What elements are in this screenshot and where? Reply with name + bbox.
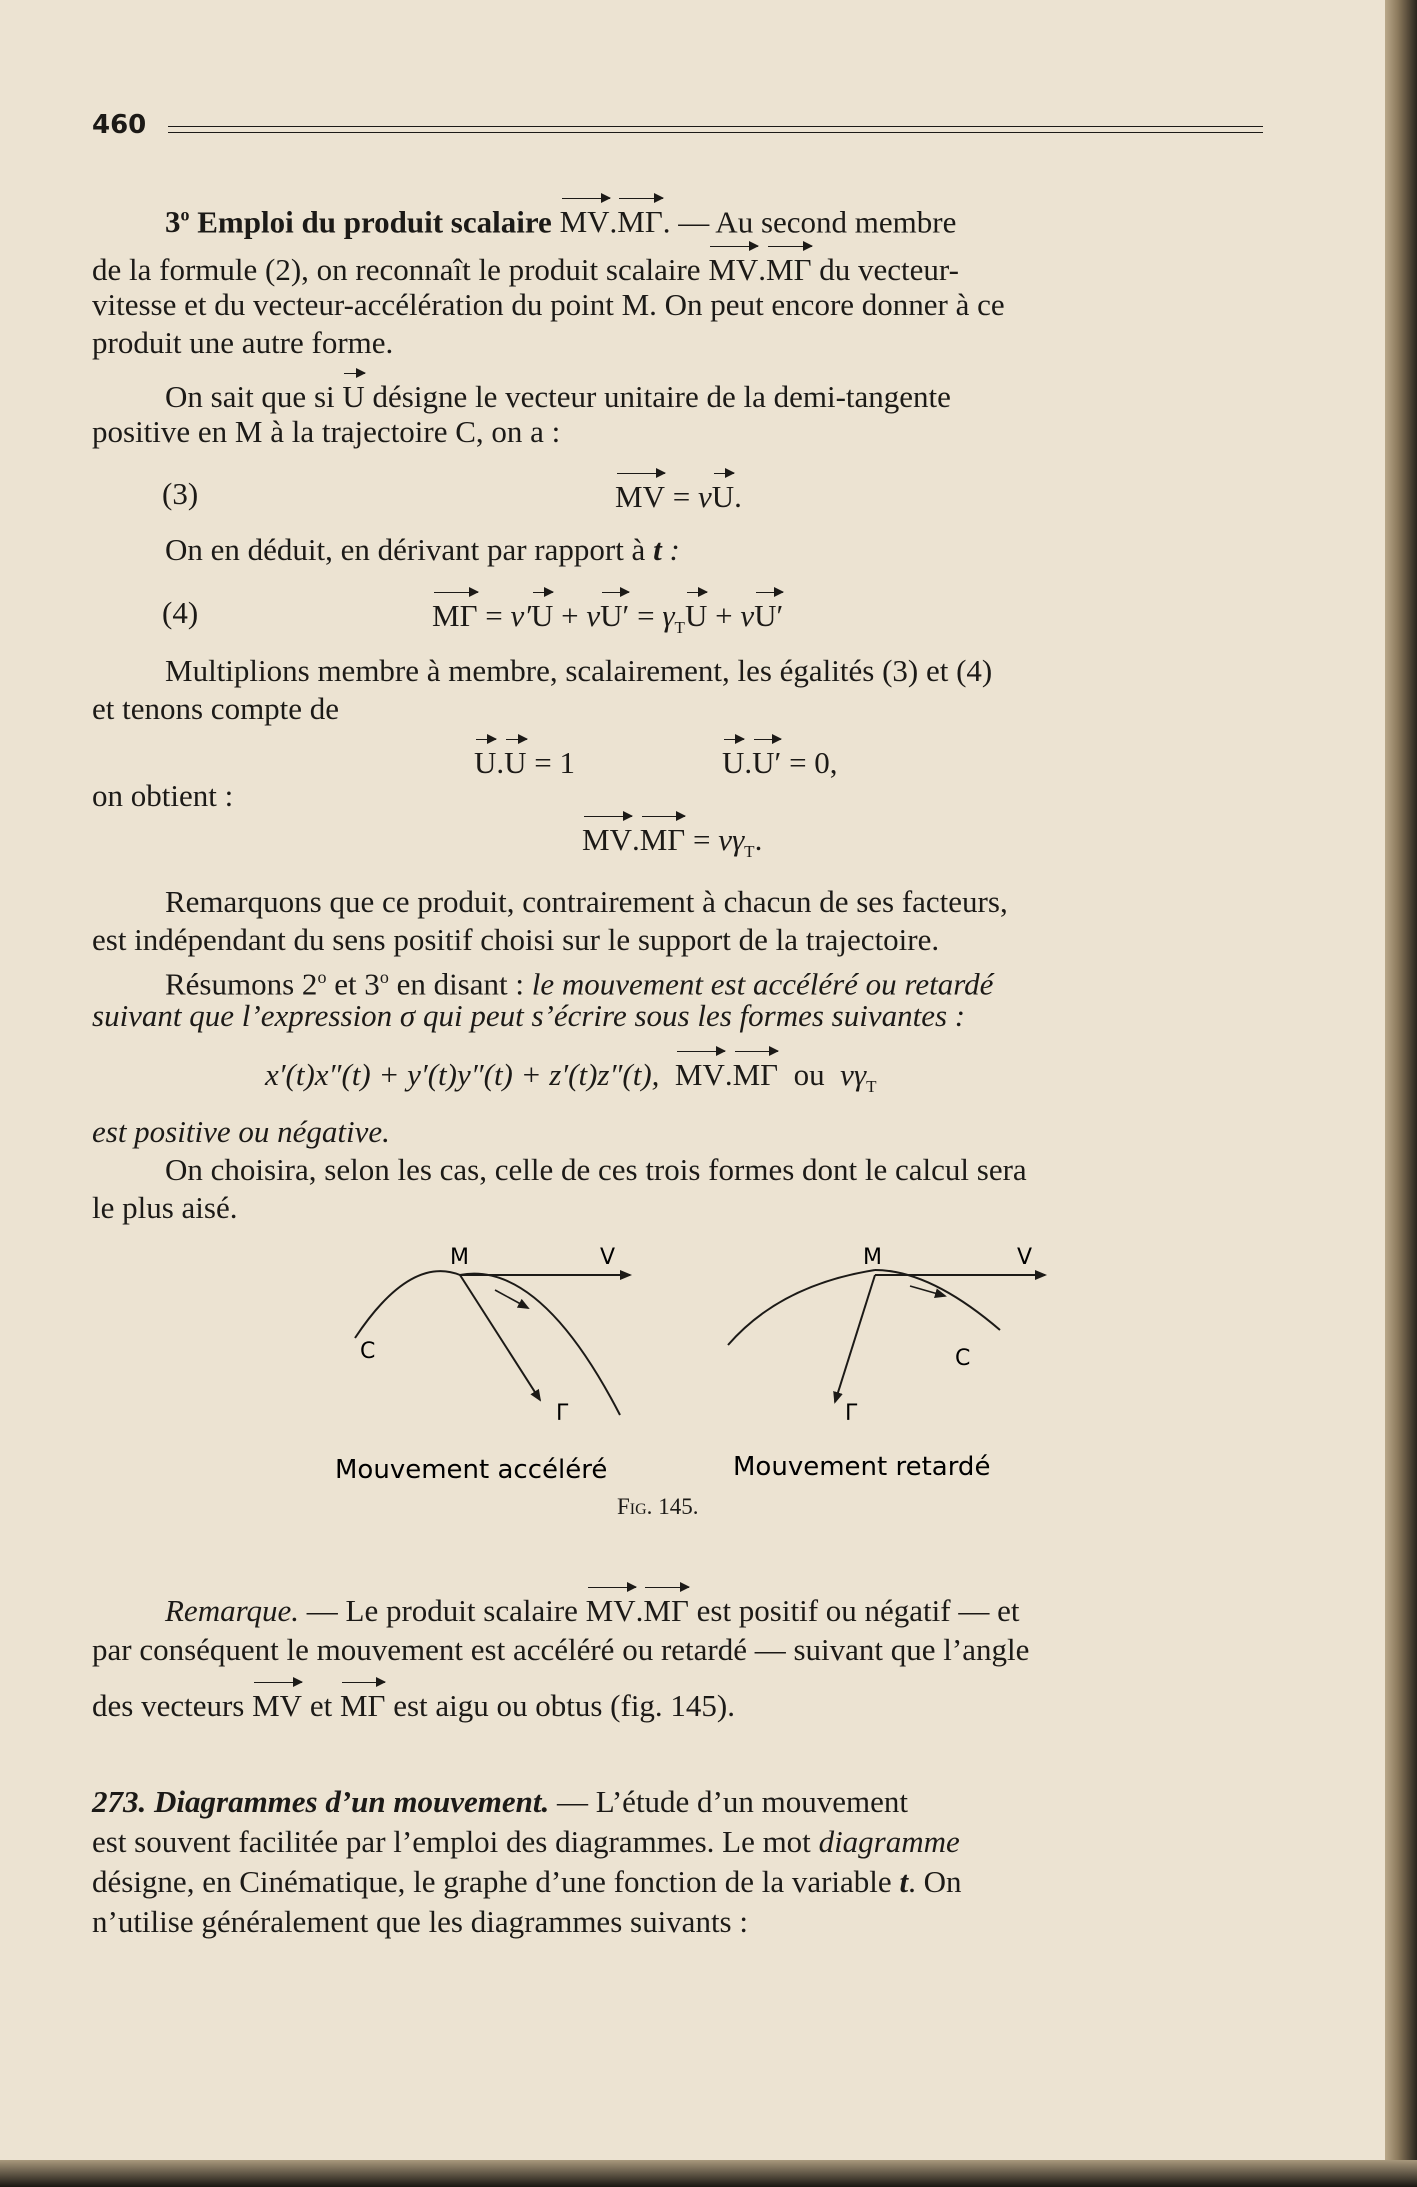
acceleration-vector-right [835,1275,875,1402]
paragraph-resumons-line2: suivant que l’expression σ qui peut s’écrire sous les formes suivantes : [92,998,966,1033]
trajectory-curve-left-cont [460,1274,620,1415]
paragraph-mult-line1: Multiplions membre à membre, scalairement, les égalités (3) et (4) [165,653,993,688]
text: On sait que si [165,379,335,414]
section-number: 3$^o$ [165,204,190,240]
vector-U: U [685,593,707,635]
paragraph-choisira-line1: On choisira, selon les cas, celle de ces trois formes dont le calcul sera [165,1152,1027,1187]
dot: . [496,745,505,780]
v-gamma: vγ [840,1057,867,1092]
vector-MV: MV [615,474,665,516]
fig-caption-label: Fig. [617,1494,653,1519]
label-C-right: C [955,1346,971,1371]
page-number: 460 [92,110,147,140]
section-273-line2 [92,1822,1263,1861]
vector-MGamma: MΓ [643,1588,689,1630]
vector-U: U [722,740,744,782]
vector-MV: MV [560,199,610,241]
equation-4-label: (4) [162,595,199,630]
vector-U-prime: U′ [754,593,783,635]
dot: . [734,479,742,514]
label-M-right: M [863,1245,882,1270]
text: : [669,532,680,567]
superscript: o [317,967,327,987]
paragraph-mult-line2: et tenons compte de [92,691,340,726]
text: — L’étude d’un mouvement [557,1784,908,1819]
fig-caption-number: 145. [658,1494,699,1519]
figure-145 [300,1220,1100,1500]
text: — Le produit scalaire [306,1593,578,1628]
vector-U-prime: U′ [752,740,781,782]
vector-MV: MV [708,247,758,289]
text: en disant : [396,966,524,1002]
text: désigne le vecteur unitaire de la demi-tangente [372,379,951,414]
text: . — Au second membre [662,204,957,240]
equals: = [672,479,691,514]
text: et 3 [334,966,380,1002]
remarque-line3 [92,1683,735,1725]
subscript-T: T [744,842,755,862]
speed-v: v [740,598,755,633]
vector-U: U [531,593,553,635]
dot: . [744,745,753,780]
equals: = [485,598,503,633]
v-prime: v′ [510,598,532,633]
plus: + [561,598,579,633]
variable-t: t [653,532,662,567]
text: = 1 [534,745,576,780]
trajectory-curve-right [728,1270,875,1345]
section-273-line3 [92,1862,1263,1901]
italic-text: le mouvement est accéléré ou retardé [531,966,994,1002]
dot: . [631,822,640,857]
formula: x′(t)x″(t) + y′(t)y″(t) + z′(t)z″(t), [265,1057,660,1092]
vector-MV: MV [252,1683,302,1725]
on-obtient: on obtient : [92,778,234,813]
paragraph-resumons-line4: est positive ou négative. [92,1114,390,1149]
vector-MGamma: MΓ [617,199,663,241]
caption-accelerated: Mouvement accéléré [335,1455,608,1485]
vector-MGamma: MΓ [340,1683,386,1725]
paragraph-3-line3: vitesse et du vecteur-accélération du point M. On peut encore donner à ce [92,287,1005,322]
tangent-arrow-left [495,1290,528,1308]
paragraph-3-line2: de la formule (2), on reconnaît le produit scalaire MV.MΓ du vecteur- [92,247,1263,289]
label-V-right: V [1017,1245,1033,1270]
label-M-left: M [450,1245,469,1270]
paragraph-3-line1: 3$^o$ Emploi du produit scalaire MV.MΓ. — Au second membre [165,196,1263,241]
gamma: γ [731,822,745,857]
text: = 0, [789,745,838,780]
label-Gamma-right: Γ [845,1401,858,1426]
trajectory-curve-right-cont [875,1270,1000,1330]
text: de la formule (2), on reconnaît le produit scalaire [92,252,701,287]
diagram-accelerated [335,1245,630,1485]
speed-v: v [586,598,601,633]
text: Résumons 2 [165,966,318,1002]
dot: . [754,822,763,857]
paragraph-remarquons-line1: Remarquons que ce produit, contrairement à chacun de ses facteurs, [165,884,1008,919]
caption-decelerated: Mouvement retardé [733,1452,991,1482]
subscript-T: T [866,1077,877,1097]
text: et [309,1688,333,1723]
identity-UU [474,740,575,782]
diagram-decelerated [728,1245,1045,1482]
equation-4 [432,593,783,647]
remarque-line1: Remarque. — Le produit scalaire MV.MΓ est positif ou négatif — et [165,1588,1263,1630]
text: est positif ou négatif — et [696,1593,1020,1628]
section-273-line4: n’utilise généralement que les diagrammes suivants : [92,1904,748,1939]
section-273-line1 [92,1782,1263,1821]
variable-t: t [899,1864,909,1899]
label-V-left: V [600,1245,616,1270]
gamma: γ [662,598,675,633]
vector-MV: MV [675,1052,725,1094]
label-C-left: C [360,1339,376,1364]
vector-MGamma: MΓ [766,247,812,289]
paragraph-sait-line2: positive en M à la trajectoire C, on a : [92,414,561,449]
paragraph-choisira-line2: le plus aisé. [92,1190,238,1225]
text: du vecteur- [819,252,959,287]
vector-U: U [342,374,364,416]
result-equation [582,817,762,871]
vector-U: U [474,740,496,782]
speed-v: v [718,822,732,857]
trajectory-curve-left [355,1271,460,1338]
page-bottom-shadow [0,2160,1417,2187]
figure-caption [617,1494,698,1520]
text: est aigu ou obtus (fig. 145). [393,1688,736,1723]
equals: = [637,598,655,633]
text: . On [908,1864,962,1899]
section-273-title: 273. Diagrammes d’un mouvement. [92,1784,550,1819]
equals: = [692,822,711,857]
label-Gamma-left: Γ [556,1401,569,1426]
vector-MV: MV [582,817,632,859]
equation-3-label: (3) [162,476,199,511]
speed-v: v [697,479,712,514]
vector-U: U [504,740,526,782]
paragraph-deduit [165,530,680,569]
sigma-forms: x′(t)x″(t) + y′(t)y″(t) + z′(t)z″(t), MV.MΓ ou $v\gamma_T$ [265,1052,876,1106]
text: On en déduit, en dérivant par rapport à [165,532,646,567]
vector-MGamma: MΓ [733,1052,779,1094]
text: ou [793,1057,825,1092]
paragraph-3-line4: produit une autre forme. [92,325,394,360]
vector-MGamma: MΓ [432,593,478,635]
equation-3 [615,474,742,516]
vector-MGamma: MΓ [640,817,686,859]
section-heading: Emploi du produit scalaire [197,204,552,240]
text: est souvent facilitée par l’emploi des diagrammes. Le mot [92,1824,811,1859]
plus: + [715,598,733,633]
header-rule [168,126,1263,133]
text: des vecteurs [92,1688,245,1723]
paragraph-remarquons-line2: est indépendant du sens positif choisi sur le support de la trajectoire. [92,922,940,957]
remarque-label: Remarque. [165,1593,300,1628]
page-edge-shadow [1385,0,1417,2187]
remarque-line2: par conséquent le mouvement est accéléré ou retardé — suivant que l’angle [92,1632,1030,1667]
vector-MV: MV [586,1588,636,1630]
subscript-T: T [674,618,685,638]
identity-UUprime [722,740,838,782]
paragraph-sait-line1 [165,374,1263,416]
italic-word: diagramme [818,1824,960,1859]
superscript: o [379,967,389,987]
vector-U-prime: U′ [600,593,629,635]
vector-U: U [712,474,734,516]
text: désigne, en Cinématique, le graphe d’une fonction de la variable [92,1864,892,1899]
